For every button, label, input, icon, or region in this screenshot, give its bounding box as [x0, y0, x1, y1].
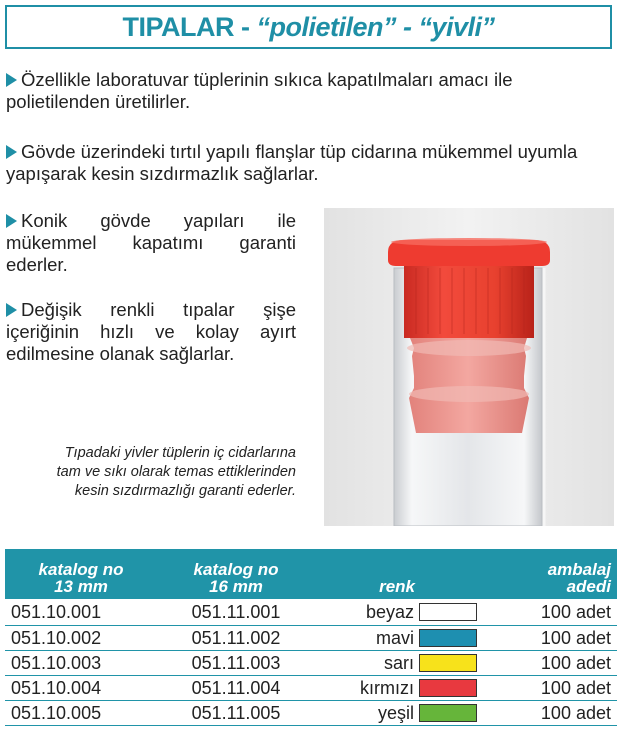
arrow-right-icon	[6, 303, 17, 317]
cell-catalog-16mm: 051.11.001	[157, 599, 315, 626]
cell-color	[315, 626, 485, 651]
cell-catalog-13mm: 051.10.002	[5, 626, 157, 651]
stopper-in-tube-illustration	[324, 208, 614, 526]
cell-catalog-16mm: 051.11.004	[157, 676, 315, 701]
color-label: mavi	[375, 628, 414, 648]
title-subtitle: “polietilen” - “yivli”	[256, 12, 495, 42]
cell-packaging: 100 adet	[485, 701, 617, 726]
cell-color	[315, 701, 485, 726]
cell-catalog-16mm: 051.11.002	[157, 626, 315, 651]
page-title	[5, 5, 612, 49]
table-row	[5, 701, 617, 726]
paragraph-4-text: Değişik renkli tıpalar şişe içeriğinin hızlı ve kolay ayırt edilmesine olanak sağlarlar.	[6, 299, 296, 364]
stopper-photo	[324, 208, 614, 526]
cell-packaging: 100 adet	[485, 651, 617, 676]
header-color: renk	[315, 549, 485, 599]
color-swatch	[419, 654, 477, 672]
table-row	[5, 676, 617, 701]
header-catalog-16mm: katalog no 16 mm	[157, 549, 315, 599]
catalog-table	[5, 549, 617, 726]
photo-caption: Tıpadaki yivler tüplerin iç cidarlarına tam ve sıkı olarak temas ettiklerinden kesin sızdırmazlığı garanti ederler.	[56, 445, 296, 499]
cell-color	[315, 599, 485, 626]
cell-catalog-13mm: 051.10.005	[5, 701, 157, 726]
title-main: TIPALAR -	[122, 12, 257, 42]
cell-catalog-16mm: 051.11.003	[157, 651, 315, 676]
paragraph-3-text: Konik gövde yapıları ile mükemmel kapatımı garanti ederler.	[6, 210, 296, 275]
paragraph-2-text: Gövde üzerindeki tırtıl yapılı flanşlar tüp cidarına mükemmel uyumla yapışarak kesin sızdırmazlık sağlarlar.	[6, 141, 578, 184]
color-swatch	[419, 603, 477, 621]
arrow-right-icon	[6, 214, 17, 228]
color-label: beyaz	[365, 602, 414, 622]
cell-catalog-13mm: 051.10.001	[5, 599, 157, 626]
color-swatch	[419, 704, 477, 722]
color-label: sarı	[383, 653, 414, 673]
table-row	[5, 651, 617, 676]
cell-catalog-13mm: 051.10.004	[5, 676, 157, 701]
cell-packaging: 100 adet	[485, 626, 617, 651]
color-swatch	[419, 629, 477, 647]
table-row	[5, 599, 617, 626]
table-row	[5, 626, 617, 651]
paragraph-3	[6, 210, 296, 276]
cell-color	[315, 676, 485, 701]
paragraph-4	[6, 299, 296, 365]
table-header-row	[5, 549, 617, 599]
cell-catalog-16mm: 051.11.005	[157, 701, 315, 726]
arrow-right-icon	[6, 145, 17, 159]
color-swatch	[419, 679, 477, 697]
paragraph-1-text: Özellikle laboratuvar tüplerinin sıkıca kapatılmaları amacı ile polietilenden üretilirler.	[6, 69, 513, 112]
paragraph-1	[6, 69, 612, 113]
arrow-right-icon	[6, 73, 17, 87]
color-label: kırmızı	[360, 678, 414, 698]
header-packaging: ambalaj adedi	[485, 549, 617, 599]
cell-packaging: 100 adet	[485, 676, 617, 701]
header-catalog-13mm: katalog no 13 mm	[5, 549, 157, 599]
paragraph-2	[6, 141, 612, 185]
color-label: yeşil	[377, 703, 414, 723]
cell-packaging: 100 adet	[485, 599, 617, 626]
cell-catalog-13mm: 051.10.003	[5, 651, 157, 676]
cell-color	[315, 651, 485, 676]
